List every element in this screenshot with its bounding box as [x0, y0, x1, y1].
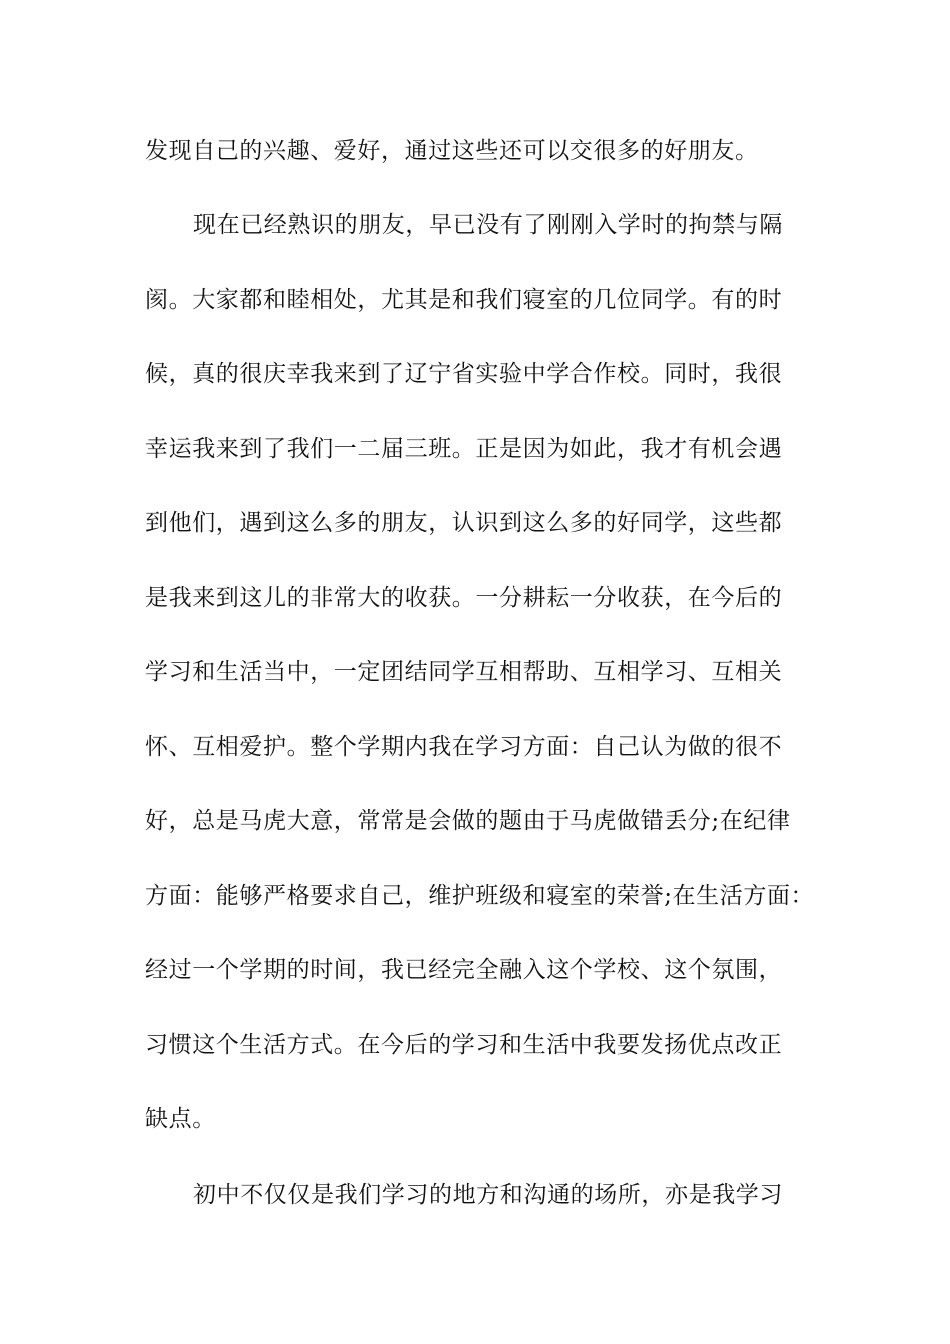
text-line: 好，总是马虎大意，常常是会做的题由于马虎做错丢分;在纪律: [145, 808, 791, 834]
text-line: 候，真的很庆幸我来到了辽宁省实验中学合作校。同时，我很: [145, 361, 783, 387]
text-line: 幸运我来到了我们一二届三班。正是因为如此，我才有机会遇: [145, 436, 783, 462]
text-line: 发现自己的兴趣、爱好，通过这些还可以交很多的好朋友。: [145, 138, 759, 164]
text-line: 习惯这个生活方式。在今后的学习和生活中我要发扬优点改正: [145, 1032, 783, 1058]
text-line: 阂。大家都和睦相处，尤其是和我们寝室的几位同学。有的时: [145, 287, 783, 313]
text-line: 方面：能够严格要求自己，维护班级和寝室的荣誉;在生活方面：: [145, 883, 815, 909]
text-line: 缺点。: [145, 1106, 216, 1132]
text-line: 怀、互相爱护。整个学期内我在学习方面：自己认为做的很不: [145, 734, 783, 760]
text-line: 是我来到这儿的非常大的收获。一分耕耘一分收获，在今后的: [145, 585, 783, 611]
paragraph-first-line: 初中不仅仅是我们学习的地方和沟通的场所，亦是我学习: [193, 1182, 783, 1208]
text-line: 到他们，遇到这么多的朋友，认识到这么多的好同学，这些都: [145, 510, 783, 536]
text-line: 学习和生活当中，一定团结同学互相帮助、互相学习、互相关: [145, 659, 783, 685]
paragraph-first-line: 现在已经熟识的朋友，早已没有了刚刚入学时的拘禁与隔: [193, 212, 783, 238]
text-line: 经过一个学期的时间，我已经完全融入这个学校、这个氛围，: [145, 957, 783, 983]
